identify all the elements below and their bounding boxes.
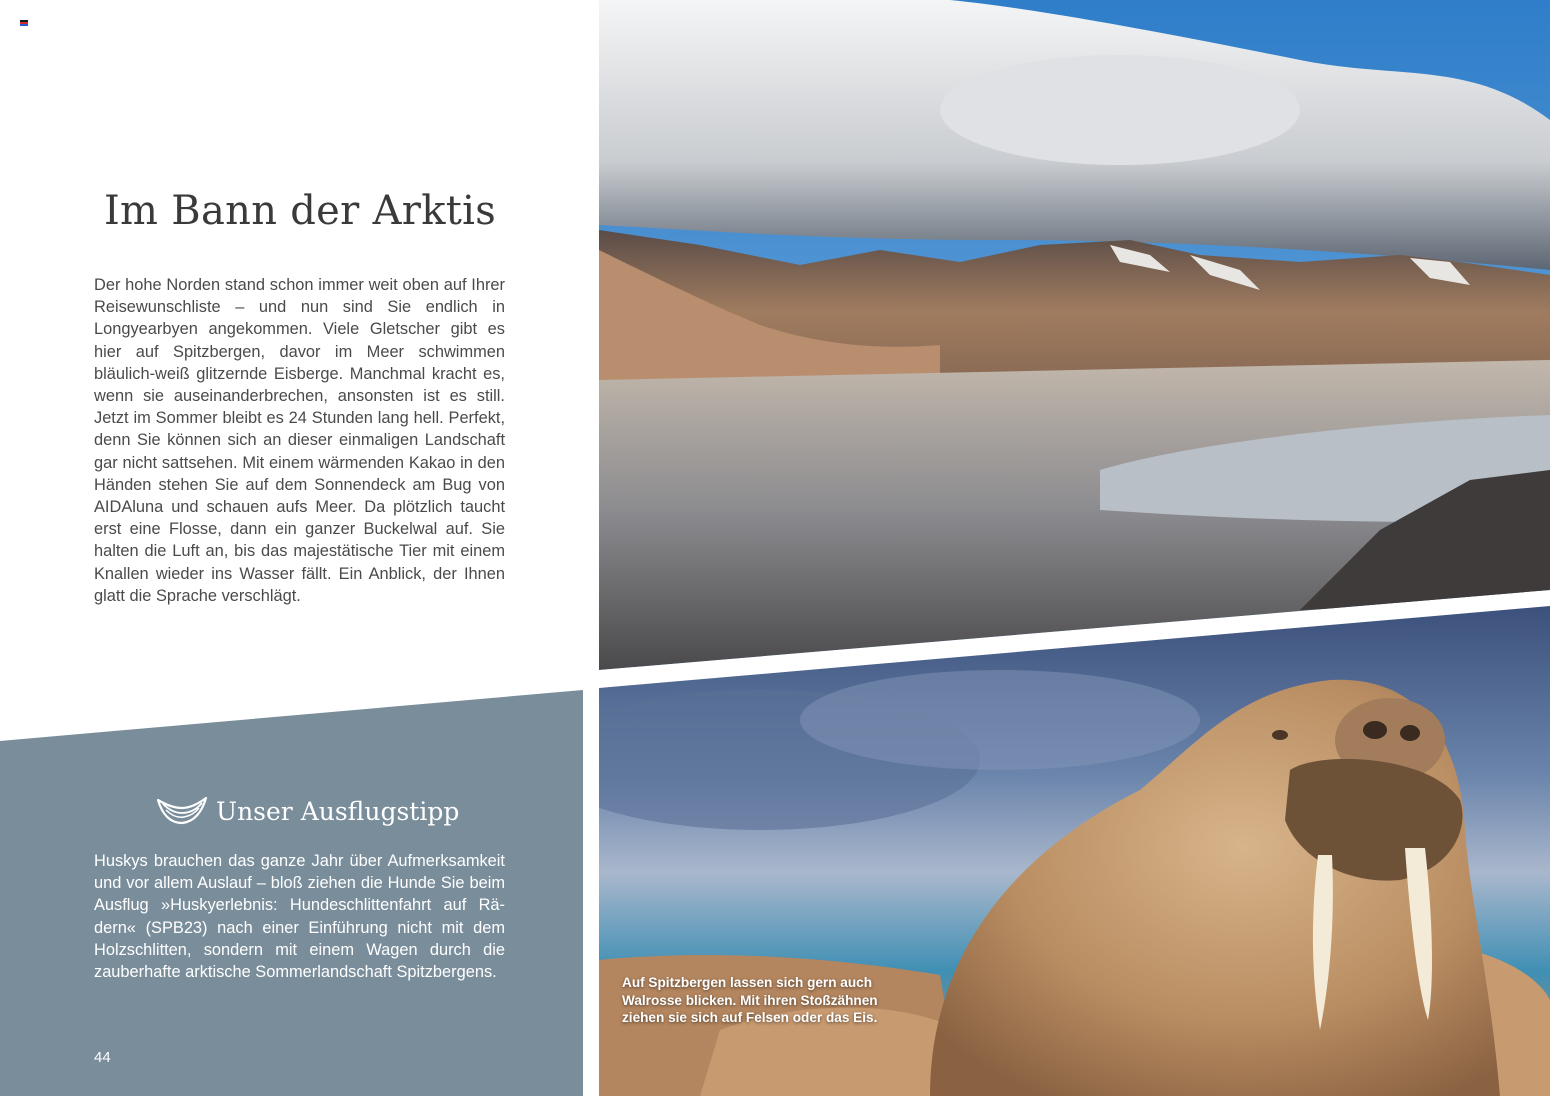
intro-paragraph: Der hohe Norden stand schon immer weit oben auf Ihrer Reisewunschliste – und nun sind Sie endlich in Longyearbyen angekommen. Viele Gletscher gibt es hier auf Spitzbergen, davor im Meer schwimmen bläulich-weiß glitzernde Eisberge. Manchmal kracht es, wenn sie auseinanderbrechen, ansonsten ist es still. Jetzt im Sommer bleibt es 24 Stunden lang hell. Perfekt, denn Sie können sich an dieser einmaligen Landschaft gar nicht sattsehen. Mit einem wärmenden Kakao in den Händen stehen Sie auf dem Sonnendeck am Bug von AIDAluna und schauen aufs Meer. Da plötzlich taucht erst eine Flosse, dann ein ganzer Buckelwal auf. Sie halten die Luft an, bis das majestätische Tier mit einem Knallen wieder ins Wasser fällt. Ein Anblick, der Ihnen glatt die Sprache verschlägt. (94, 276, 505, 605)
page-number: 44 (94, 1049, 111, 1066)
tip-paragraph: Huskys brauchen das ganze Jahr über Aufmerksamkeit und vor allem Auslauf – bloß ziehen die Hunde Sie beim Ausflug »Huskyerlebnis: Hundeschlittenfahrt auf Rädern« (SPB23) nach einer Einführung nicht mit dem Holzschlitten, sondern mit einem Wagen durch die zauberhafte arktische Sommerlandschaft Spitzbergens. (94, 852, 505, 982)
arctic-valley-photo (599, 0, 1550, 680)
tip-heading: Unser Ausflugstipp (216, 796, 460, 826)
photo-caption: Auf Spitzbergen lassen sich gern auch Walrosse blicken. Mit ihren Stoßzähnen ziehen sie sich auf Felsen oder das Eis. (622, 975, 878, 1026)
page-title: Im Bann der Arktis (103, 188, 497, 234)
